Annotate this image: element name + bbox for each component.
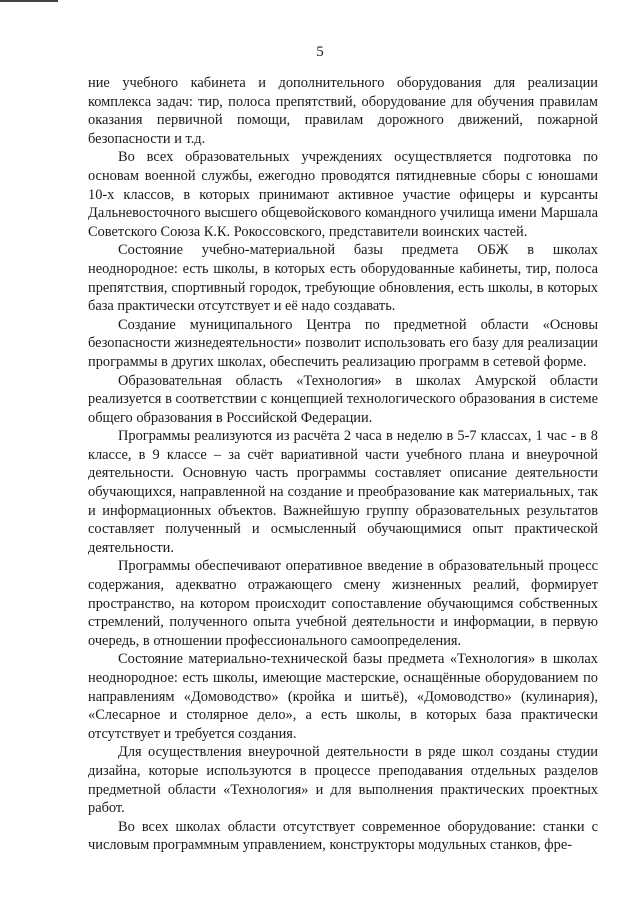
paragraph-10: Во всех школах области отсутствует современное оборудование: станки с числовым программным управлением, конструкторы модульных станков, фре-: [88, 818, 598, 854]
page-number: 5: [316, 44, 324, 60]
paragraph-8: Состояние материально-технической базы предмета «Технология» в школах неоднородное: есть школы, имеющие мастерские, оснащённые оборудованием по направлениям «Домоводство» (кройка и шитьё), «Домоводство» (кулинария), «Слесарное и столярное дело», а есть школы, в которых база практически отсутствует и требуется создания.: [88, 651, 598, 742]
scan-edge-line: [0, 0, 58, 2]
paragraph-9: Для осуществления внеурочной деятельности в ряде школ созданы студии дизайна, которые используются в процессе преподавания отдельных разделов предметной области «Технология» и для выполнения практических проектных работ.: [88, 744, 598, 817]
paragraph-2: Во всех образовательных учреждениях осуществляется подготовка по основам военной службы, ежегодно проводятся пятидневные сборы с юношами 10-х классов, в которых принимают активное участие офицеры и курсанты Дальневосточного высшего общевойскового командного училища имени Маршала Советского Союза К.К. Рокоссовского, представители воинских частей.: [88, 149, 598, 240]
paragraph-3: Состояние учебно-материальной базы предмета ОБЖ в школах неоднородное: есть школы, в которых есть оборудованные кабинеты, тир, полоса препятствия, спортивный городок, требующие обновления, есть школы, в которых база практически отсутствует и её надо создавать.: [88, 242, 598, 315]
paragraph-4: Создание муниципального Центра по предметной области «Основы безопасности жизнедеятельности» позволит использовать его базу для реализации программы в других школах, обеспечить реализацию программ в сетевой форме.: [88, 316, 598, 370]
paragraph-7: Программы обеспечивают оперативное введение в образовательный процесс содержания, адекватно отражающего смену жизненных реалий, формирует пространство, на котором происходит сопоставление обучающимся собственных стремлений, полученного опыта учебной деятельности и информации, в первую очередь, в отношении профессионального самоопределения.: [88, 558, 598, 649]
paragraph-1: ние учебного кабинета и дополнительного оборудования для реализации комплекса задач: тир, полоса препятствий, оборудование для обучения правилам оказания первичной помощи, правилам дорожного движений, пожарной безопасности и т.д.: [88, 75, 598, 147]
paragraph-6: Программы реализуются из расчёта 2 часа в неделю в 5-7 классах, 1 час - в 8 классе, в 9 классе – за счёт вариативной части учебного плана и внеурочной деятельности. Основную часть программы составляет описание деятельности обучающихся, направленной на создание и преобразование как материальных, так и информационных объектов. Важнейшую группу образовательных результатов составляет полученный и осмысленный обучающимися опыт практической деятельности.: [88, 428, 598, 556]
paragraph-5: Образовательная область «Технология» в школах Амурской области реализуется в соответствии с концепцией технологического образования в системе общего образования в Российской Федерации.: [88, 372, 598, 426]
document-body: [88, 74, 598, 855]
